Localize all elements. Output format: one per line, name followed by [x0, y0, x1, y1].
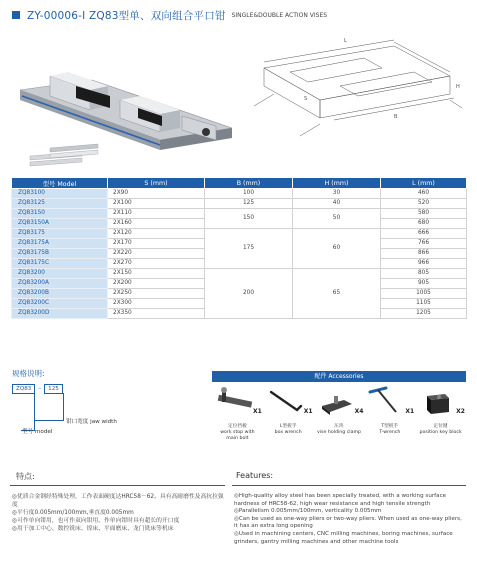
cell-s: 2X110 — [108, 209, 205, 219]
spec-leader-line — [34, 420, 64, 421]
spec-code-width: 125 — [44, 384, 63, 394]
cell-model: ZQ83200A — [12, 279, 108, 289]
accessory-item — [212, 384, 263, 442]
spec-code — [12, 384, 63, 394]
cell-l: 805 — [381, 269, 467, 279]
cell-b: 100 — [205, 189, 293, 199]
dimension-h-label: H — [456, 84, 460, 90]
cell-s: 2X220 — [108, 249, 205, 259]
spec-label-model: 型号 model — [22, 429, 53, 435]
accessory-label-en: main bolt — [226, 436, 249, 441]
cell-l: 680 — [381, 219, 467, 229]
cell-l: 460 — [381, 189, 467, 199]
features-cn-list — [12, 493, 225, 533]
page-header — [12, 7, 327, 23]
cell-l: 866 — [381, 249, 467, 259]
table-row — [12, 269, 467, 279]
spec-leader-line — [63, 393, 64, 420]
accessory-label-en: T-wrench — [379, 430, 401, 435]
cell-l: 1205 — [381, 309, 467, 319]
accessory-label-cn: L型扳手 — [279, 424, 297, 429]
cell-model: ZQ83175C — [12, 259, 108, 269]
accessory-item — [364, 384, 415, 442]
accessory-label-cn: T型扳手 — [381, 424, 399, 429]
accessories-list — [212, 384, 466, 442]
cell-l: 905 — [381, 279, 467, 289]
cell-l: 966 — [381, 259, 467, 269]
feature-item: ◎平行度0.005mm/100mm,垂直度0.005mm — [12, 510, 134, 516]
accessory-label-cn: 定位挡板 — [228, 424, 247, 429]
table-row — [12, 209, 467, 219]
cell-l: 580 — [381, 209, 467, 219]
cell-l: 520 — [381, 199, 467, 209]
page-subtitle: SINGLE&DOUBLE ACTION VISES — [231, 12, 328, 19]
table-row — [12, 189, 467, 199]
spec-code-dash: – — [38, 386, 42, 392]
table-row — [12, 199, 467, 209]
dimension-l-label: L — [344, 38, 347, 44]
accessory-label-en: box wrench — [274, 430, 302, 435]
cell-s: 2X90 — [108, 189, 205, 199]
cell-s: 2X120 — [108, 229, 205, 239]
cell-h: 30 — [293, 189, 381, 199]
spec-label-jaw-width: 钳口宽度 jaw width — [66, 419, 117, 425]
cell-h-merged: 50 — [293, 209, 381, 229]
cell-model: ZQ83200D — [12, 309, 108, 319]
accessory-item — [263, 384, 314, 442]
spec-title: 规格说明: — [12, 369, 45, 378]
feature-item: ◎Used in machining centers, CNC milling machines, boring machines, surface grinders, gantry milling machines and other machine tools — [234, 530, 453, 545]
cell-b: 125 — [205, 199, 293, 209]
cell-s: 2X170 — [108, 239, 205, 249]
features-cn-title: 特点: — [16, 472, 35, 481]
accessory-label-en: vise holding clamp — [316, 430, 362, 435]
cell-s: 2X250 — [108, 289, 205, 299]
cell-model: ZQ83150 — [12, 209, 108, 219]
cell-model: ZQ83125 — [12, 199, 108, 209]
features-en-list — [234, 493, 466, 546]
cell-l: 766 — [381, 239, 467, 249]
dimension-s-label: S — [304, 96, 308, 102]
cell-model: ZQ83150A — [12, 219, 108, 229]
cell-l: 666 — [381, 229, 467, 239]
cell-l: 1005 — [381, 289, 467, 299]
table-header-row — [12, 178, 467, 189]
feature-item: ◎High-quality alloy steel has been specially treated, with a working surface hardness of HRC58-62, high wear resistance and high tensile strength — [234, 493, 447, 507]
cell-s: 2X150 — [108, 269, 205, 279]
l-wrench-icon — [263, 384, 307, 418]
cell-model: ZQ83100 — [12, 189, 108, 199]
cell-s: 2X300 — [108, 299, 205, 309]
accessory-label-en: position key block — [419, 430, 462, 435]
cell-l: 1105 — [381, 299, 467, 309]
divider — [232, 485, 466, 486]
accessory-label-cn: 压块 — [334, 424, 344, 429]
cell-b-merged: 175 — [205, 229, 293, 269]
cell-model: ZQ83175A — [12, 239, 108, 249]
feature-item: ◎用于加工中心、数控铣床、镗床、平面磨床、龙门铣床等机床 — [12, 526, 174, 532]
table-header-b: B (mm) — [205, 178, 293, 189]
work-stop-icon — [212, 384, 256, 418]
cell-s: 2X270 — [108, 259, 205, 269]
feature-item: ◎Can be used as one-way pliers or two-way pliers. When used as one-way pliers, it has an extra long opening — [234, 515, 462, 530]
table-header-model: 型号 Model — [12, 178, 108, 189]
accessory-label — [314, 424, 365, 436]
dimension-b-label: B — [394, 114, 398, 120]
features-en-title: Features: — [236, 471, 274, 480]
cell-model: ZQ83200B — [12, 289, 108, 299]
product-photo — [10, 28, 238, 168]
cell-h: 40 — [293, 199, 381, 209]
cell-model: ZQ83200C — [12, 299, 108, 309]
cell-model: ZQ83200 — [12, 269, 108, 279]
accessory-qty: X1 — [252, 408, 262, 415]
t-wrench-icon — [364, 384, 408, 418]
cell-s: 2X100 — [108, 199, 205, 209]
accessory-label — [263, 424, 314, 436]
feature-item: ◎可作单向钳用，也可作双向钳用，作单向钳时具有超长的开口度 — [12, 518, 180, 524]
cell-s: 2X350 — [108, 309, 205, 319]
table-row — [12, 229, 467, 239]
accessory-qty: X1 — [405, 408, 415, 415]
accessory-label — [364, 424, 415, 436]
accessory-item — [314, 384, 365, 442]
spec-code-model: ZQ83 — [12, 384, 35, 394]
feature-item: ◎Parallelism 0.005mm/100mm, verticality 0.005mm — [234, 508, 382, 515]
cell-model: ZQ83175 — [12, 229, 108, 239]
cell-h-merged: 60 — [293, 229, 381, 269]
accessory-qty: X4 — [354, 408, 364, 415]
table-header-l: L (mm) — [381, 178, 467, 189]
feature-item: ◎优质合金钢经特殊处理，工作表面硬度达HRC58－62。具有高耐磨性及高抗拉强度 — [12, 494, 224, 508]
spec-leader-line — [34, 393, 35, 430]
accessory-label-en: work stop with — [220, 430, 255, 435]
accessory-qty: X2 — [456, 408, 465, 415]
divider — [10, 485, 225, 486]
accessories-title: 配件 Accessories — [212, 371, 466, 382]
accessory-label-cn: 定位键 — [433, 424, 448, 429]
accessory-label — [415, 424, 466, 436]
accessory-item — [415, 384, 466, 442]
table-header-s: S (mm) — [108, 178, 205, 189]
table-header-h: H (mm) — [293, 178, 381, 189]
technical-drawing — [244, 28, 470, 168]
page-title: ZY-00006-I ZQ83型单、双向组合平口钳 — [27, 9, 226, 22]
cell-model: ZQ83175B — [12, 249, 108, 259]
cell-h-merged: 65 — [293, 269, 381, 319]
spec-table — [11, 177, 467, 319]
cell-b-merged: 150 — [205, 209, 293, 229]
clamp-icon — [314, 384, 358, 418]
accessory-qty: X1 — [303, 408, 313, 415]
header-square-icon — [12, 11, 20, 19]
key-block-icon — [415, 384, 459, 418]
cell-s: 2X160 — [108, 219, 205, 229]
cell-s: 2X200 — [108, 279, 205, 289]
accessory-label — [212, 424, 263, 442]
cell-b-merged: 200 — [205, 269, 293, 319]
